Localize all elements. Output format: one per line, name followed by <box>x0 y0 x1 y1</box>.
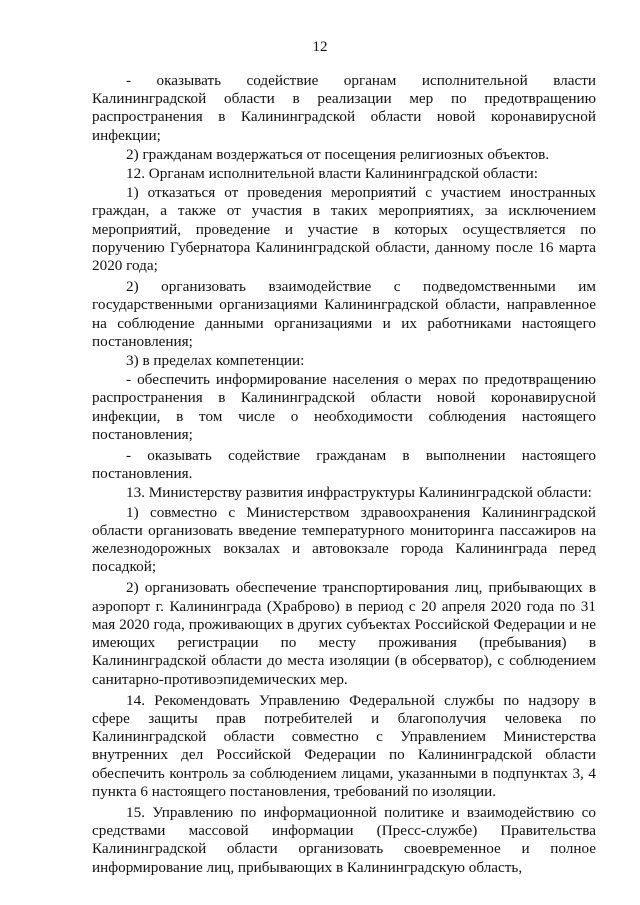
paragraph-religious-objects: 2) гражданам воздержаться от посещения религиозных объектов. <box>126 145 550 163</box>
paragraph-item-12-3: 3) в пределах компетенции: <box>126 352 305 370</box>
paragraph-item-12-1: 1) отказаться от проведения мероприятий с участием иностранных граждан, а также от участия в таких мероприятиях, за исключением мероприятий, проведение и участие в которых осуществляется по поручению Губернатора Калининградской области, данному после 16 марта 2020 года; <box>92 184 596 275</box>
paragraph-item-13-1: 1) совместно с Министерством здравоохранения Калининградской области организовать введение температурного мониторинга пассажиров на железнодорожных вокзалах и автовокзале города Калининграда перед посадкой; <box>92 503 596 576</box>
paragraph-bullet-support-authorities: - оказывать содействие органам исполнительной власти Калининградской области в реализации мер по предотвращению распространения в Калининградской области новой коронавирусной инфекции; <box>92 72 596 144</box>
page-number: 12 <box>312 39 328 55</box>
paragraph-item-13-heading: 13. Министерству развития инфраструктуры Калининградской области: <box>126 484 592 502</box>
paragraph-bullet-inform-population: - обеспечить информирование населения о мерах по предотвращению распространения в Калининградской области новой коронавирусной инфекции, в том числе о необходимости соблюдения настоящего постановления; <box>92 371 596 443</box>
paragraph-item-15: 15. Управлению по информационной политике и взаимодействию со средствами массовой информации (Пресс-службе) Правительства Калининградской области организовать своевременное и полное информирование лиц, прибывающих в Калининградскую область, <box>92 803 596 876</box>
paragraph-item-13-2: 2) организовать обеспечение транспортирования лиц, прибывающих в аэропорт г. Калининграда (Храброво) в период с 20 апреля 2020 года по 31 мая 2020 года, проживающих в других субъектах Российской Федерации и не имеющих регистрации по месту проживания (пребывания) в Калининградской области до места изоляции (в обсерватор), с соблюдением санитарно-противоэпидемических мер. <box>92 579 596 688</box>
document-body <box>92 72 596 877</box>
paragraph-item-14: 14. Рекомендовать Управлению Федеральной службы по надзору в сфере защиты прав потребителей и благополучия человека по Калининградской области совместно с Управлением Министерства внутренних дел Российской Федерации по Калининградской области обеспечить контроль за соблюдением лицами, указанными в подпунктах 3, 4 пункта 6 настоящего постановления, требований по изоляции. <box>92 691 596 800</box>
paragraph-item-12-heading: 12. Органам исполнительной власти Калининградской области: <box>126 165 538 183</box>
paragraph-bullet-assist-citizens: - оказывать содействие гражданам в выполнении настоящего постановления. <box>92 447 596 483</box>
paragraph-item-12-2: 2) организовать взаимодействие с подведомственными им государственными организациями Калининградской области, направленное на соблюдение данными организациями и их работниками настоящего постановления; <box>92 278 596 350</box>
